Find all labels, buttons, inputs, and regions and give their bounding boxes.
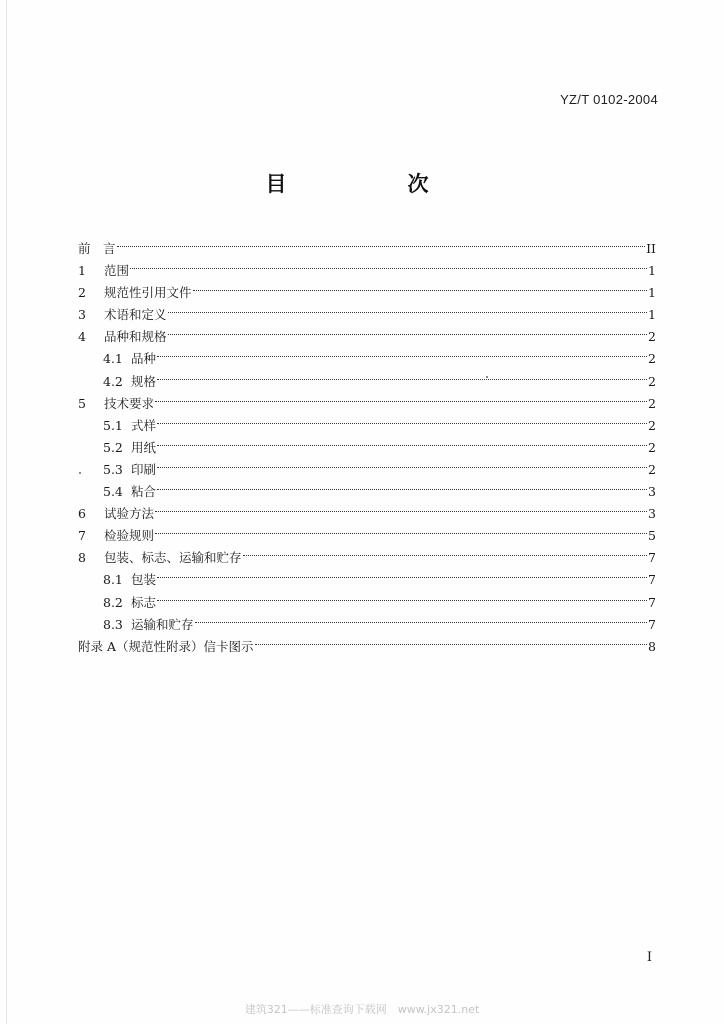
toc-entry-page: 2	[648, 351, 656, 367]
toc-entry-number: 4.1	[103, 351, 123, 367]
toc-entry-number: 8.2	[103, 594, 123, 610]
toc-entry-2[interactable]	[78, 275, 656, 301]
scan-edge-line	[6, 0, 7, 1024]
toc-entry-page: 2	[648, 395, 656, 411]
toc-entry-5-3[interactable]	[78, 452, 656, 477]
toc-entry-label: 粘合	[131, 484, 157, 500]
toc-entry-label: 用纸	[131, 439, 157, 455]
toc-leader-dots	[195, 607, 648, 629]
toc-entry-page: 3	[648, 484, 656, 500]
toc-leader-dots	[157, 408, 647, 430]
toc-entry-page: 1	[648, 263, 656, 279]
toc-entry-number: 5.1	[103, 417, 123, 433]
toc-entry-label: 技术要求	[104, 395, 155, 411]
toc-leader-dots	[130, 253, 647, 275]
toc-entry-number: 4	[78, 329, 86, 345]
toc-entry-page: 1	[648, 285, 656, 301]
page-title: 目 次	[265, 172, 479, 196]
toc-entry-label: 标志	[131, 594, 157, 610]
toc-entry-5[interactable]	[78, 386, 656, 411]
toc-leader-dots	[193, 275, 648, 297]
toc-entry-label: 品种和规格	[104, 329, 167, 345]
toc-entry-8-2[interactable]	[78, 585, 656, 610]
standard-code: YZ/T 0102-2004	[560, 92, 658, 107]
toc-entry-label: 检验规则	[104, 528, 155, 544]
toc-entry-number: 6	[78, 506, 86, 522]
toc-entry-number: 8.3	[103, 616, 123, 632]
toc-entry-label: 式样	[131, 417, 157, 433]
toc-entry-5-4[interactable]	[78, 474, 656, 500]
table-of-contents	[78, 231, 656, 654]
toc-entry-7[interactable]	[78, 518, 656, 544]
toc-entry-page: 1	[648, 307, 656, 323]
toc-entry-page: 7	[648, 550, 656, 566]
toc-entry-label: 前 言	[78, 241, 116, 256]
toc-entry-page: 2	[648, 417, 656, 433]
toc-entry-number: 2	[78, 285, 86, 301]
toc-leader-dots	[157, 474, 647, 496]
toc-entry-number: 5	[78, 395, 86, 411]
toc-leader-dots	[155, 518, 647, 540]
toc-leader-dots	[157, 364, 647, 386]
toc-entry-page: 2	[648, 329, 656, 345]
toc-entry-6[interactable]	[78, 496, 656, 522]
toc-leader-dots	[157, 585, 647, 607]
toc-leader-dots	[157, 562, 647, 584]
footer-watermark: 建筑321——标准查询下载网 www.jx321.net	[244, 1003, 480, 1016]
toc-entry-1[interactable]	[78, 253, 656, 279]
toc-entry-label: 印刷	[131, 461, 157, 477]
toc-entry-page: II	[646, 241, 656, 256]
toc-entry-label: 规范性引用文件	[104, 285, 192, 301]
toc-leader-dots	[168, 319, 648, 341]
toc-entry-preface[interactable]	[78, 231, 656, 256]
toc-entry-page: 2	[648, 373, 656, 389]
toc-entry-label: 附录 A（规范性附录）信卡图示	[78, 638, 254, 654]
toc-entry-number: 8.1	[103, 572, 123, 588]
toc-leader-dots	[255, 629, 648, 651]
toc-entry-number: 3	[78, 307, 86, 323]
toc-entry-number: 7	[78, 528, 86, 544]
toc-entry-8-3[interactable]	[78, 607, 656, 632]
toc-entry-page: 7	[648, 594, 656, 610]
toc-leader-dots	[117, 231, 646, 253]
toc-entry-8[interactable]	[78, 540, 656, 566]
toc-leader-dots	[157, 452, 647, 474]
toc-entry-page: 7	[648, 616, 656, 632]
toc-entry-page: 5	[648, 528, 656, 544]
toc-entry-label: 范围	[104, 263, 130, 279]
toc-entry-5-1[interactable]	[78, 408, 656, 433]
toc-leader-dots	[157, 341, 647, 363]
scan-speck	[79, 472, 81, 474]
toc-entry-number: 5.4	[103, 484, 123, 500]
toc-entry-label: 包装	[131, 572, 157, 588]
toc-entry-8-1[interactable]	[78, 562, 656, 588]
toc-entry-page: 2	[648, 439, 656, 455]
toc-entry-page: 2	[648, 461, 656, 477]
toc-entry-number: 4.2	[103, 373, 123, 389]
toc-entry-page: 7	[648, 572, 656, 588]
toc-entry-4-2[interactable]	[78, 364, 656, 389]
toc-entry-label: 规格	[131, 373, 157, 389]
toc-entry-label: 包装、标志、运输和贮存	[104, 550, 242, 566]
toc-leader-dots	[243, 540, 648, 562]
toc-leader-dots	[168, 297, 648, 319]
page-folio: I	[646, 950, 652, 965]
toc-leader-dots	[155, 496, 647, 518]
toc-entry-5-2[interactable]	[78, 430, 656, 455]
toc-entry-page: 8	[648, 638, 656, 654]
toc-entry-label: 品种	[131, 351, 157, 367]
toc-entry-4-1[interactable]	[78, 341, 656, 367]
scan-speck	[486, 376, 488, 378]
toc-entry-number: 8	[78, 550, 86, 566]
toc-entry-number: 1	[78, 263, 86, 279]
toc-entry-number: 5.2	[103, 439, 123, 455]
toc-entry-number: 5.3	[103, 461, 123, 477]
toc-entry-label: 运输和贮存	[131, 616, 194, 632]
toc-entry-page: 3	[648, 506, 656, 522]
toc-entry-label: 试验方法	[104, 506, 155, 522]
toc-leader-dots	[155, 386, 647, 408]
toc-leader-dots	[157, 430, 647, 452]
toc-entry-label: 术语和定义	[104, 307, 167, 323]
